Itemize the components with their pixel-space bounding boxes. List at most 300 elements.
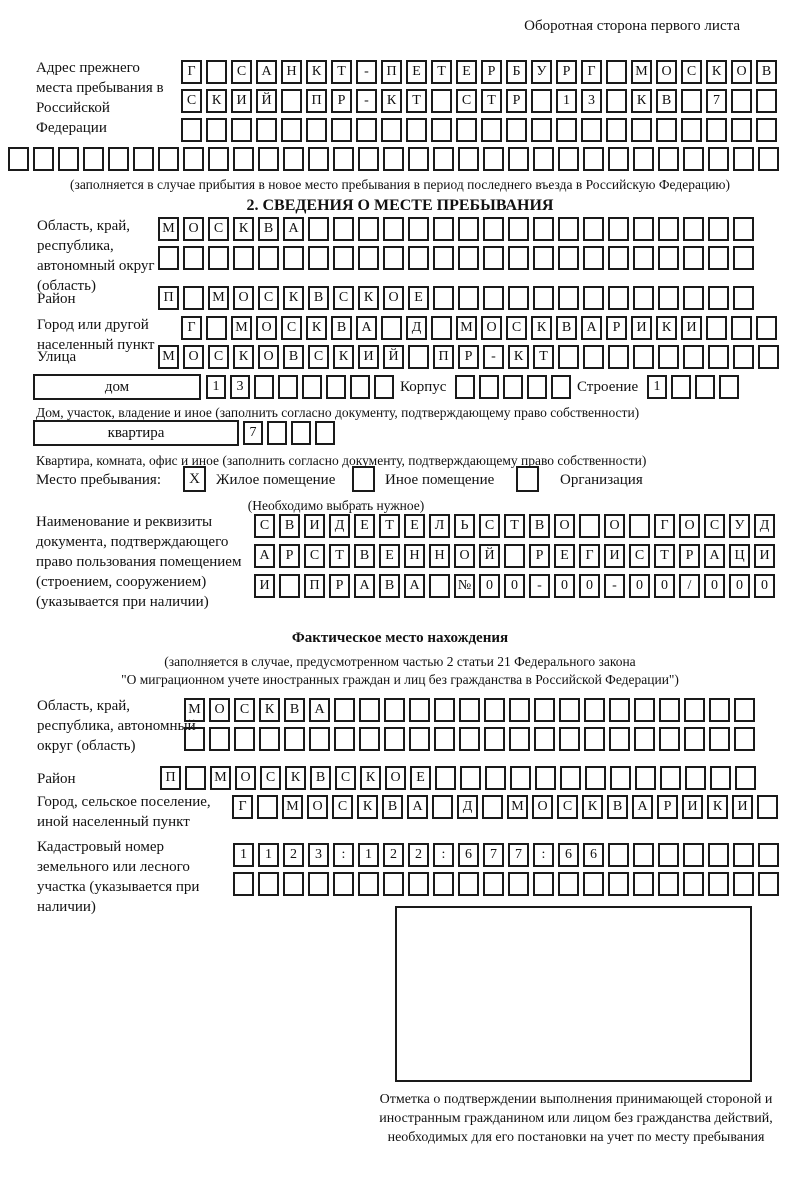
form-cell[interactable]: Г xyxy=(181,316,202,340)
form-cell[interactable] xyxy=(278,375,298,399)
form-cell[interactable] xyxy=(350,375,370,399)
form-cell[interactable] xyxy=(708,345,729,369)
form-cell[interactable] xyxy=(257,795,278,819)
form-cell[interactable] xyxy=(433,286,454,310)
form-cell[interactable]: Р xyxy=(606,316,627,340)
form-cell[interactable] xyxy=(660,766,681,790)
form-cell[interactable] xyxy=(510,766,531,790)
form-cell[interactable] xyxy=(431,316,452,340)
form-cell[interactable] xyxy=(531,118,552,142)
form-cell[interactable] xyxy=(429,574,450,598)
form-cell[interactable] xyxy=(291,421,311,445)
form-cell[interactable]: А xyxy=(256,60,277,84)
form-cell[interactable]: Р xyxy=(458,345,479,369)
form-cell[interactable]: В xyxy=(382,795,403,819)
form-cell[interactable] xyxy=(758,147,779,171)
form-cell[interactable]: С xyxy=(456,89,477,113)
form-cell[interactable]: С xyxy=(260,766,281,790)
form-cell[interactable]: К xyxy=(707,795,728,819)
form-cell[interactable]: 1 xyxy=(556,89,577,113)
form-cell[interactable] xyxy=(359,727,380,751)
form-cell[interactable] xyxy=(734,698,755,722)
form-cell[interactable]: Т xyxy=(329,544,350,568)
form-cell[interactable]: 2 xyxy=(383,843,404,867)
form-cell[interactable]: - xyxy=(529,574,550,598)
form-cell[interactable] xyxy=(534,698,555,722)
form-cell[interactable] xyxy=(606,60,627,84)
form-cell[interactable]: С xyxy=(629,544,650,568)
form-cell[interactable]: С xyxy=(704,514,725,538)
form-cell[interactable]: У xyxy=(531,60,552,84)
form-cell[interactable]: И xyxy=(682,795,703,819)
form-cell[interactable]: 0 xyxy=(754,574,775,598)
form-cell[interactable]: - xyxy=(356,60,377,84)
form-cell[interactable] xyxy=(334,698,355,722)
form-cell[interactable] xyxy=(633,843,654,867)
form-cell[interactable] xyxy=(579,514,600,538)
form-cell[interactable]: И xyxy=(358,345,379,369)
form-cell[interactable] xyxy=(284,727,305,751)
form-cell[interactable]: Е xyxy=(554,544,575,568)
form-cell[interactable]: К xyxy=(358,286,379,310)
form-cell[interactable]: К xyxy=(233,345,254,369)
form-cell[interactable]: В xyxy=(283,345,304,369)
form-cell[interactable] xyxy=(259,727,280,751)
form-cell[interactable] xyxy=(458,217,479,241)
form-cell[interactable]: К xyxy=(285,766,306,790)
form-cell[interactable] xyxy=(584,698,605,722)
form-cell[interactable]: О xyxy=(258,345,279,369)
form-cell[interactable]: М xyxy=(631,60,652,84)
form-cell[interactable]: 2 xyxy=(408,843,429,867)
form-cell[interactable] xyxy=(383,147,404,171)
form-cell[interactable] xyxy=(83,147,104,171)
form-cell[interactable] xyxy=(183,286,204,310)
form-cell[interactable] xyxy=(359,698,380,722)
form-cell[interactable] xyxy=(431,89,452,113)
form-cell[interactable]: А xyxy=(354,574,375,598)
form-cell[interactable] xyxy=(551,375,571,399)
form-cell[interactable]: А xyxy=(356,316,377,340)
form-cell[interactable] xyxy=(757,795,778,819)
form-cell[interactable] xyxy=(508,147,529,171)
form-cell[interactable] xyxy=(634,727,655,751)
form-cell[interactable]: Л xyxy=(429,514,450,538)
form-cell[interactable] xyxy=(485,766,506,790)
form-cell[interactable]: Е xyxy=(408,286,429,310)
form-cell[interactable]: 7 xyxy=(508,843,529,867)
form-cell[interactable] xyxy=(434,698,455,722)
form-cell[interactable] xyxy=(610,766,631,790)
form-cell[interactable]: М xyxy=(456,316,477,340)
form-cell[interactable] xyxy=(560,766,581,790)
form-cell[interactable]: К xyxy=(333,345,354,369)
form-cell[interactable]: Н xyxy=(281,60,302,84)
form-cell[interactable] xyxy=(608,147,629,171)
form-cell[interactable] xyxy=(606,89,627,113)
form-cell[interactable]: О xyxy=(183,345,204,369)
form-cell[interactable] xyxy=(267,421,287,445)
form-cell[interactable] xyxy=(383,872,404,896)
form-cell[interactable]: С xyxy=(234,698,255,722)
form-cell[interactable] xyxy=(434,727,455,751)
form-cell[interactable] xyxy=(731,89,752,113)
form-cell[interactable]: Р xyxy=(556,60,577,84)
form-cell[interactable]: О xyxy=(656,60,677,84)
form-cell[interactable]: Г xyxy=(654,514,675,538)
form-cell[interactable] xyxy=(333,217,354,241)
form-cell[interactable] xyxy=(706,316,727,340)
form-cell[interactable]: Е xyxy=(406,60,427,84)
form-cell[interactable] xyxy=(558,345,579,369)
form-cell[interactable] xyxy=(482,795,503,819)
form-cell[interactable]: 3 xyxy=(308,843,329,867)
form-cell[interactable]: С xyxy=(231,60,252,84)
form-cell[interactable]: К xyxy=(531,316,552,340)
form-cell[interactable] xyxy=(633,872,654,896)
form-cell[interactable]: С xyxy=(479,514,500,538)
form-cell[interactable]: К xyxy=(306,60,327,84)
form-cell[interactable] xyxy=(185,766,206,790)
form-cell[interactable]: 1 xyxy=(358,843,379,867)
form-cell[interactable]: А xyxy=(581,316,602,340)
form-cell[interactable] xyxy=(481,118,502,142)
form-cell[interactable] xyxy=(358,872,379,896)
form-cell[interactable]: Е xyxy=(379,544,400,568)
form-cell[interactable]: К xyxy=(283,286,304,310)
form-cell[interactable] xyxy=(309,727,330,751)
form-cell[interactable]: П xyxy=(304,574,325,598)
form-cell[interactable] xyxy=(658,872,679,896)
form-cell[interactable] xyxy=(583,246,604,270)
form-cell[interactable] xyxy=(334,727,355,751)
form-cell[interactable] xyxy=(254,375,274,399)
form-cell[interactable] xyxy=(558,147,579,171)
form-cell[interactable]: В xyxy=(529,514,550,538)
form-cell[interactable] xyxy=(671,375,691,399)
form-cell[interactable]: К xyxy=(508,345,529,369)
form-cell[interactable]: Г xyxy=(581,60,602,84)
form-cell[interactable]: 0 xyxy=(704,574,725,598)
form-cell[interactable] xyxy=(381,118,402,142)
form-cell[interactable] xyxy=(583,872,604,896)
form-cell[interactable]: 0 xyxy=(654,574,675,598)
form-cell[interactable] xyxy=(383,217,404,241)
form-cell[interactable] xyxy=(708,217,729,241)
form-cell[interactable] xyxy=(381,316,402,340)
form-cell[interactable]: К xyxy=(259,698,280,722)
form-cell[interactable]: 0 xyxy=(504,574,525,598)
form-cell[interactable]: М xyxy=(158,217,179,241)
form-cell[interactable]: К xyxy=(360,766,381,790)
form-cell[interactable] xyxy=(283,872,304,896)
form-cell[interactable]: Т xyxy=(431,60,452,84)
form-cell[interactable] xyxy=(681,89,702,113)
form-cell[interactable]: А xyxy=(632,795,653,819)
form-cell[interactable]: И xyxy=(631,316,652,340)
form-cell[interactable] xyxy=(609,698,630,722)
form-cell[interactable] xyxy=(558,286,579,310)
form-cell[interactable] xyxy=(233,246,254,270)
form-cell[interactable] xyxy=(683,872,704,896)
form-cell[interactable] xyxy=(583,345,604,369)
form-cell[interactable] xyxy=(635,766,656,790)
form-cell[interactable]: М xyxy=(158,345,179,369)
form-cell[interactable] xyxy=(308,217,329,241)
form-cell[interactable]: Р xyxy=(529,544,550,568)
form-cell[interactable]: Ц xyxy=(729,544,750,568)
form-cell[interactable] xyxy=(733,246,754,270)
form-cell[interactable] xyxy=(458,872,479,896)
form-cell[interactable] xyxy=(484,727,505,751)
form-cell[interactable]: О xyxy=(731,60,752,84)
form-cell[interactable] xyxy=(606,118,627,142)
form-cell[interactable]: 1 xyxy=(647,375,667,399)
form-cell[interactable]: П xyxy=(381,60,402,84)
form-cell[interactable] xyxy=(508,286,529,310)
form-cell[interactable]: 1 xyxy=(258,843,279,867)
form-cell[interactable]: В xyxy=(556,316,577,340)
form-cell[interactable]: Т xyxy=(331,60,352,84)
form-cell[interactable] xyxy=(658,246,679,270)
form-cell[interactable] xyxy=(731,118,752,142)
form-cell[interactable]: 0 xyxy=(629,574,650,598)
form-cell[interactable]: П xyxy=(433,345,454,369)
form-cell[interactable] xyxy=(683,147,704,171)
form-cell[interactable] xyxy=(409,727,430,751)
form-cell[interactable] xyxy=(683,345,704,369)
form-cell[interactable] xyxy=(708,286,729,310)
form-cell[interactable]: К xyxy=(656,316,677,340)
form-cell[interactable] xyxy=(684,698,705,722)
form-cell[interactable]: О xyxy=(454,544,475,568)
form-cell[interactable] xyxy=(483,147,504,171)
form-cell[interactable] xyxy=(585,766,606,790)
form-cell[interactable] xyxy=(708,147,729,171)
form-cell[interactable] xyxy=(708,246,729,270)
form-cell[interactable] xyxy=(608,246,629,270)
form-cell[interactable] xyxy=(504,544,525,568)
form-cell[interactable]: И xyxy=(681,316,702,340)
form-cell[interactable] xyxy=(508,217,529,241)
form-cell[interactable] xyxy=(258,147,279,171)
form-cell[interactable] xyxy=(581,118,602,142)
form-cell[interactable]: О xyxy=(256,316,277,340)
form-cell[interactable] xyxy=(358,246,379,270)
form-cell[interactable]: 3 xyxy=(230,375,250,399)
form-cell[interactable]: О xyxy=(554,514,575,538)
form-cell[interactable] xyxy=(459,727,480,751)
form-cell[interactable] xyxy=(583,217,604,241)
form-cell[interactable]: 7 xyxy=(706,89,727,113)
form-cell[interactable]: У xyxy=(729,514,750,538)
form-cell[interactable] xyxy=(433,217,454,241)
form-cell[interactable]: О xyxy=(383,286,404,310)
form-cell[interactable] xyxy=(432,795,453,819)
form-cell[interactable]: Р xyxy=(279,544,300,568)
form-cell[interactable] xyxy=(609,727,630,751)
form-cell[interactable]: С xyxy=(335,766,356,790)
form-cell[interactable] xyxy=(583,147,604,171)
form-cell[interactable]: 0 xyxy=(479,574,500,598)
form-cell[interactable] xyxy=(508,872,529,896)
form-cell[interactable] xyxy=(479,375,499,399)
form-cell[interactable] xyxy=(258,246,279,270)
form-cell[interactable]: В xyxy=(656,89,677,113)
form-cell[interactable] xyxy=(408,872,429,896)
form-cell[interactable] xyxy=(409,698,430,722)
form-cell[interactable] xyxy=(527,375,547,399)
form-cell[interactable]: К xyxy=(582,795,603,819)
form-cell[interactable] xyxy=(158,246,179,270)
form-cell[interactable] xyxy=(184,727,205,751)
form-cell[interactable] xyxy=(108,147,129,171)
form-cell[interactable] xyxy=(735,766,756,790)
form-cell[interactable] xyxy=(756,316,777,340)
form-cell[interactable]: А xyxy=(309,698,330,722)
form-cell[interactable] xyxy=(302,375,322,399)
form-cell[interactable] xyxy=(208,147,229,171)
form-cell[interactable] xyxy=(758,345,779,369)
form-cell[interactable] xyxy=(484,698,505,722)
form-cell[interactable]: С xyxy=(208,345,229,369)
form-cell[interactable]: В xyxy=(379,574,400,598)
form-cell[interactable]: С xyxy=(258,286,279,310)
form-cell[interactable] xyxy=(535,766,556,790)
form-cell[interactable]: Й xyxy=(256,89,277,113)
form-cell[interactable] xyxy=(683,217,704,241)
form-cell[interactable]: - xyxy=(356,89,377,113)
form-cell[interactable]: 0 xyxy=(579,574,600,598)
form-cell[interactable]: В xyxy=(354,544,375,568)
form-cell[interactable] xyxy=(283,147,304,171)
form-cell[interactable] xyxy=(333,872,354,896)
form-cell[interactable] xyxy=(308,872,329,896)
form-cell[interactable] xyxy=(333,246,354,270)
form-cell[interactable] xyxy=(384,698,405,722)
form-cell[interactable]: А xyxy=(704,544,725,568)
form-cell[interactable]: А xyxy=(407,795,428,819)
checkbox-residential[interactable]: X xyxy=(183,466,206,492)
form-cell[interactable] xyxy=(656,118,677,142)
form-cell[interactable]: Т xyxy=(533,345,554,369)
form-cell[interactable]: 3 xyxy=(581,89,602,113)
form-cell[interactable] xyxy=(483,246,504,270)
form-cell[interactable] xyxy=(556,118,577,142)
form-cell[interactable]: С xyxy=(304,544,325,568)
form-cell[interactable] xyxy=(558,872,579,896)
form-cell[interactable]: О xyxy=(235,766,256,790)
form-cell[interactable] xyxy=(8,147,29,171)
form-cell[interactable] xyxy=(756,89,777,113)
form-cell[interactable] xyxy=(158,147,179,171)
form-cell[interactable] xyxy=(509,727,530,751)
form-cell[interactable] xyxy=(558,217,579,241)
form-cell[interactable]: В xyxy=(258,217,279,241)
form-cell[interactable] xyxy=(33,147,54,171)
form-cell[interactable]: Й xyxy=(479,544,500,568)
form-cell[interactable]: О xyxy=(679,514,700,538)
form-cell[interactable] xyxy=(431,118,452,142)
form-cell[interactable]: К xyxy=(357,795,378,819)
form-cell[interactable]: 6 xyxy=(558,843,579,867)
form-cell[interactable]: Р xyxy=(506,89,527,113)
form-cell[interactable]: О xyxy=(307,795,328,819)
checkbox-other-premises[interactable] xyxy=(352,466,375,492)
form-cell[interactable]: Й xyxy=(383,345,404,369)
form-cell[interactable]: Б xyxy=(506,60,527,84)
form-cell[interactable] xyxy=(681,118,702,142)
form-cell[interactable] xyxy=(509,698,530,722)
form-cell[interactable]: И xyxy=(732,795,753,819)
form-cell[interactable] xyxy=(633,147,654,171)
form-cell[interactable]: К xyxy=(206,89,227,113)
form-cell[interactable]: В xyxy=(308,286,329,310)
form-cell[interactable]: № xyxy=(454,574,475,598)
form-cell[interactable]: И xyxy=(604,544,625,568)
form-cell[interactable]: К xyxy=(381,89,402,113)
form-cell[interactable] xyxy=(733,147,754,171)
form-cell[interactable]: Е xyxy=(410,766,431,790)
form-cell[interactable] xyxy=(58,147,79,171)
form-cell[interactable] xyxy=(258,872,279,896)
form-cell[interactable]: К xyxy=(631,89,652,113)
form-cell[interactable] xyxy=(483,217,504,241)
form-cell[interactable]: М xyxy=(184,698,205,722)
form-cell[interactable]: : xyxy=(533,843,554,867)
form-cell[interactable] xyxy=(331,118,352,142)
form-cell[interactable]: О xyxy=(481,316,502,340)
form-cell[interactable] xyxy=(734,727,755,751)
form-cell[interactable]: О xyxy=(532,795,553,819)
form-cell[interactable]: В xyxy=(607,795,628,819)
form-cell[interactable] xyxy=(531,89,552,113)
form-cell[interactable]: М xyxy=(231,316,252,340)
form-cell[interactable] xyxy=(658,345,679,369)
form-cell[interactable] xyxy=(684,727,705,751)
form-cell[interactable] xyxy=(583,286,604,310)
form-cell[interactable] xyxy=(708,843,729,867)
form-cell[interactable] xyxy=(183,246,204,270)
form-cell[interactable]: С xyxy=(506,316,527,340)
form-cell[interactable]: Г xyxy=(579,544,600,568)
form-cell[interactable]: И xyxy=(231,89,252,113)
form-cell[interactable] xyxy=(306,118,327,142)
form-cell[interactable]: О xyxy=(233,286,254,310)
form-cell[interactable] xyxy=(503,375,523,399)
form-cell[interactable]: О xyxy=(604,514,625,538)
form-cell[interactable]: : xyxy=(433,843,454,867)
form-cell[interactable] xyxy=(308,147,329,171)
form-cell[interactable]: 7 xyxy=(243,421,263,445)
form-cell[interactable]: С xyxy=(181,89,202,113)
form-cell[interactable] xyxy=(719,375,739,399)
form-cell[interactable] xyxy=(629,514,650,538)
form-cell[interactable] xyxy=(356,118,377,142)
form-cell[interactable] xyxy=(633,246,654,270)
form-cell[interactable]: Н xyxy=(404,544,425,568)
form-cell[interactable] xyxy=(758,843,779,867)
form-cell[interactable] xyxy=(683,843,704,867)
form-cell[interactable]: Т xyxy=(406,89,427,113)
form-cell[interactable] xyxy=(231,118,252,142)
form-cell[interactable]: Д xyxy=(406,316,427,340)
form-cell[interactable] xyxy=(506,118,527,142)
form-cell[interactable]: П xyxy=(160,766,181,790)
form-cell[interactable]: Е xyxy=(456,60,477,84)
form-cell[interactable] xyxy=(658,843,679,867)
form-cell[interactable] xyxy=(608,217,629,241)
